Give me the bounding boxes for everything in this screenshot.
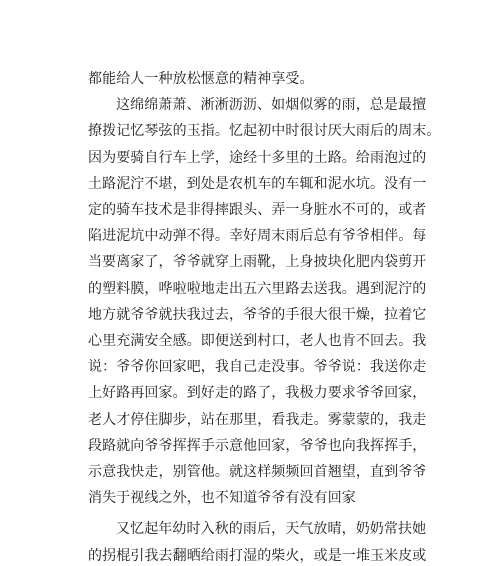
text-line: 心里充满安全感。即便送到村口，老人也肯不回去。我: [88, 333, 427, 350]
text-line: 因为要骑自行车上学，途经十多里的土路。给雨泡过的: [88, 149, 427, 166]
text-line: 段路就向爷爷挥挥手示意他回家，爷爷也向我挥挥手，: [88, 437, 427, 454]
text-line: 都能给人一种放松惬意的精神享受。: [88, 71, 314, 87]
article-body: [88, 66, 441, 566]
text-line: 土路泥泞不堪，到处是农机车的车辄和泥水坑。没有一: [88, 175, 427, 192]
text-line: 的拐棍引我去翻晒给雨打湿的柴火，或是一堆玉米皮或: [88, 547, 427, 564]
paragraph-1: [88, 66, 418, 92]
text-line: 当要离家了，爷爷就穿上雨靴，上身披块化肥内袋剪开: [88, 254, 427, 271]
text-line: 说：爷爷你回家吧，我自己走没事。爷爷说：我送你走: [88, 359, 427, 376]
text-line: 地方就爷爷就扶我过去，爷爷的手很大很干燥，拉着它: [88, 306, 427, 323]
text-line: 示意我快走，别管他。就这样频频回首翘望，直到爷爷: [88, 464, 427, 481]
text-line: 上好路再回家。到好走的路了，我极力要求爷爷回家，: [88, 385, 427, 402]
text-line: 消失于视线之外，也不知道爷爷有没有回家: [88, 490, 356, 507]
text-line: 又忆起年幼时入秋的雨后，天气放晴，奶奶常扶她: [116, 521, 427, 538]
text-line: 老人才停住脚步，站在那里，看我走。雾蒙蒙的，我走: [88, 411, 427, 428]
text-line: 撩拨记忆琴弦的玉指。忆起初中时很讨厌大雨后的周末。: [88, 123, 441, 140]
text-line: 定的骑车技术是非得摔跟头、弄一身脏水不可的，或者: [88, 202, 427, 219]
paragraph-2: [88, 92, 441, 511]
text-line: 的塑料膜，哗啦啦地走出五六里路去送我。遇到泥泞的: [88, 280, 427, 297]
paragraph-3: [88, 516, 427, 566]
text-line: 陷进泥坑中动弹不得。幸好周末雨后总有爷爷相伴。每: [88, 228, 427, 245]
text-line: 这绵绵萧萧、淅淅沥沥、如烟似雾的雨，总是最擅: [116, 97, 427, 114]
